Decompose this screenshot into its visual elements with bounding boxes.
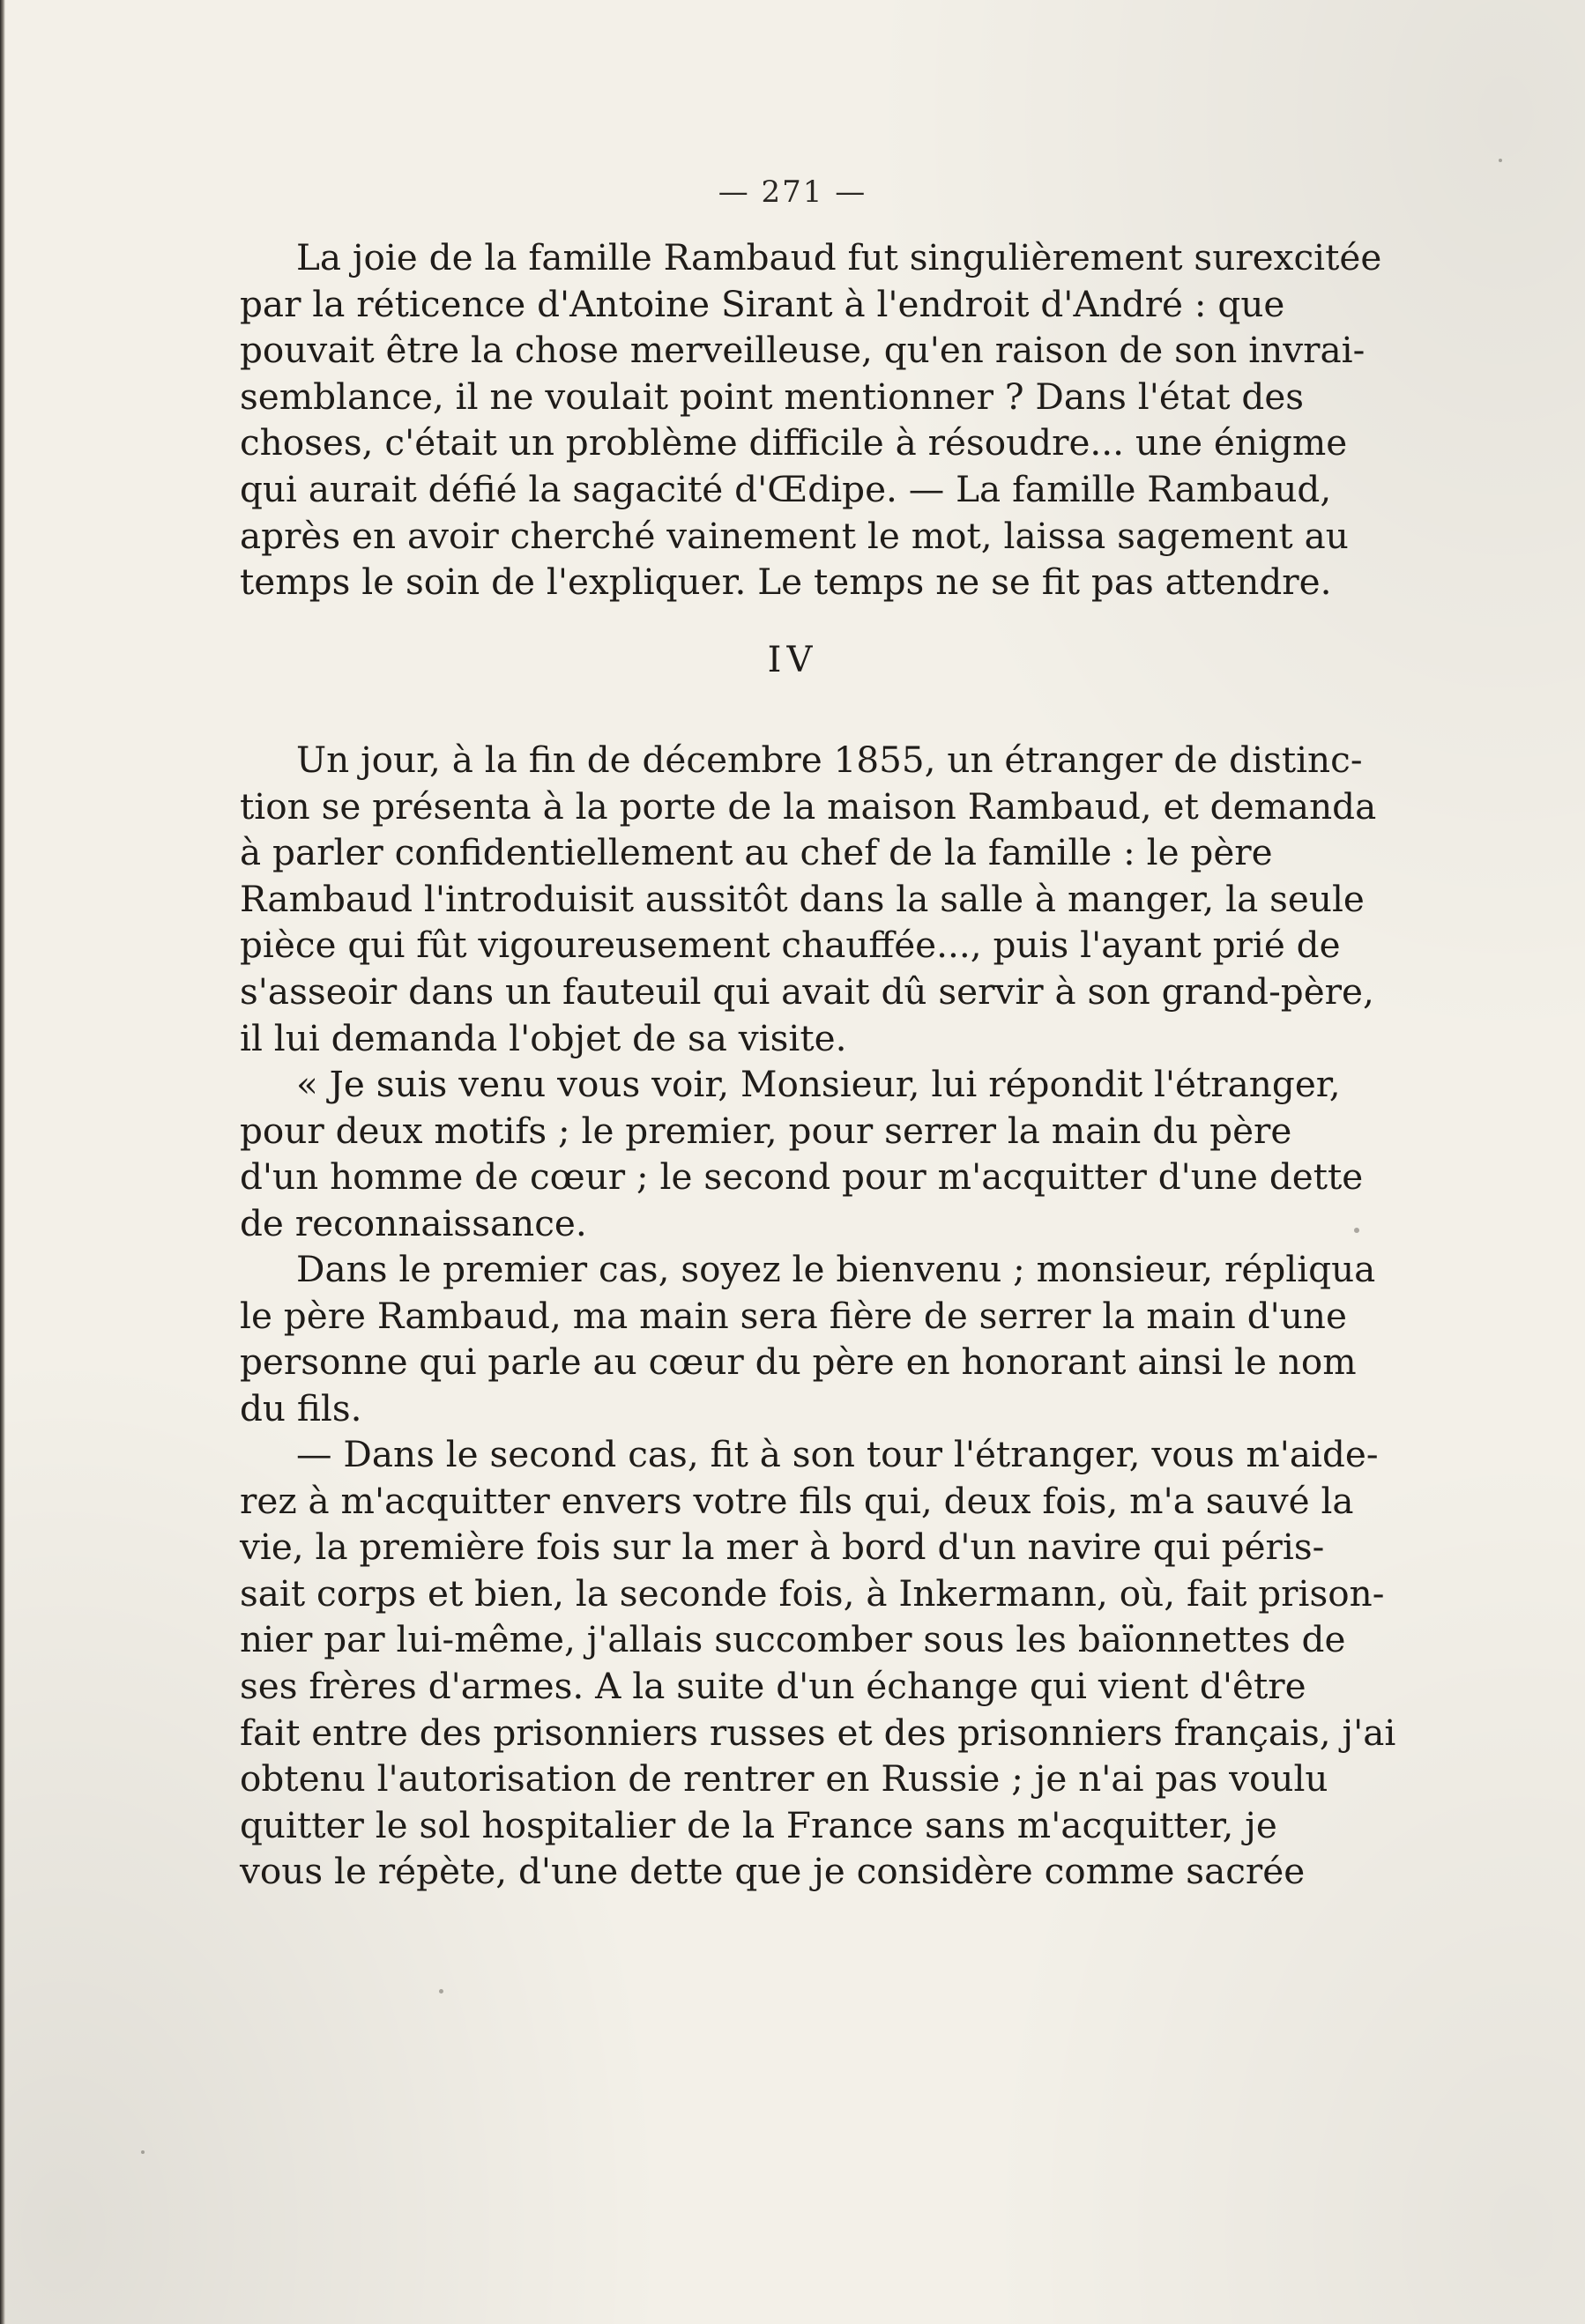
paragraph-3 (240, 1061, 1364, 1246)
text-line: tion se présenta à la porte de la maison Rambaud, et demanda (240, 784, 1377, 828)
text-line: pour deux motifs ; le premier, pour serrer la main du père (240, 1109, 1292, 1152)
text-line: Un jour, à la fin de décembre 1855, un étranger de distinc- (296, 739, 1363, 781)
text-line: personne qui parle au cœur du père en honorant ainsi le nom (240, 1340, 1357, 1384)
text-line: après en avoir cherché vainement le mot, laissa sagement au (240, 514, 1349, 557)
text-line: pièce qui fût vigoureusement chauffée..., puis l'ayant prié de (240, 924, 1341, 967)
text-line: « Je suis venu vous voir, Monsieur, lui répondit l'étranger, (296, 1063, 1341, 1105)
text-line: d'un homme de cœur ; le second pour m'acquitter d'une dette (240, 1155, 1364, 1199)
text-line: il lui demanda l'objet de sa visite. (240, 1016, 847, 1059)
scan-speck (439, 1989, 443, 1994)
scan-speck (141, 2150, 145, 2154)
paragraph-2 (240, 737, 1377, 1061)
text-line: pouvait être la chose merveilleuse, qu'en raison de son invrai- (240, 329, 1365, 372)
text-line: quitter le sol hospitalier de la France sans m'acquitter, je (240, 1803, 1277, 1846)
text-line: du fils. (240, 1386, 362, 1429)
text-line: Rambaud l'introduisit aussitôt dans la salle à manger, la seule (240, 877, 1365, 920)
text-line: semblance, il ne voulait point mentionner ? Dans l'état des (240, 375, 1305, 418)
text-line: fait entre des prisonniers russes et des prisonniers français, j'ai (240, 1711, 1396, 1754)
text-line: obtenu l'autorisation de rentrer en Russie ; je n'ai pas voulu (240, 1757, 1328, 1801)
text-line: de reconnaissance. (240, 1201, 587, 1244)
text-line: La joie de la famille Rambaud fut singulièrement surexcitée (296, 236, 1382, 278)
section-heading: IV (767, 640, 818, 680)
text-line: — Dans le second cas, fit à son tour l'étranger, vous m'aide- (296, 1433, 1379, 1475)
text-line: qui aurait défié la sagacité d'Œdipe. — La famille Rambaud, (240, 467, 1332, 510)
text-line: choses, c'était un problème difficile à résoudre... une énigme (240, 421, 1348, 464)
text-line: nier par lui-même, j'allais succomber sous les baïonnettes de (240, 1618, 1346, 1661)
text-line: rez à m'acquitter envers votre fils qui, deux fois, m'a sauvé la (240, 1479, 1354, 1522)
text-line: Dans le premier cas, soyez le bienvenu ; monsieur, répliqua (296, 1248, 1376, 1290)
text-line: s'asseoir dans un fauteuil qui avait dû servir à son grand-père, (240, 969, 1374, 1013)
paragraph-4 (240, 1246, 1376, 1431)
text-line: vie, la première fois sur la mer à bord d'un navire qui péris- (240, 1526, 1325, 1569)
text-line: sait corps et bien, la seconde fois, à Inkermann, où, fait prison- (240, 1571, 1385, 1615)
text-line: le père Rambaud, ma main sera fière de serrer la main d'une (240, 1294, 1347, 1337)
text-line: vous le répète, d'une dette que je considère comme sacrée (240, 1850, 1306, 1893)
page-binding-edge (0, 0, 5, 2324)
text-line: à parler confidentiellement au chef de la famille : le père (240, 831, 1273, 874)
text-line: ses frères d'armes. A la suite d'un échange qui vient d'être (240, 1664, 1306, 1707)
scan-speck (1499, 159, 1502, 162)
scan-speck (1354, 1228, 1359, 1233)
text-line: par la réticence d'Antoine Sirant à l'endroit d'André : que (240, 282, 1285, 325)
paragraph-1 (240, 234, 1382, 605)
paragraph-5 (240, 1431, 1396, 1895)
text-line: temps le soin de l'expliquer. Le temps ne se fit pas attendre. (240, 561, 1332, 604)
page-number: — 271 — (718, 174, 867, 210)
